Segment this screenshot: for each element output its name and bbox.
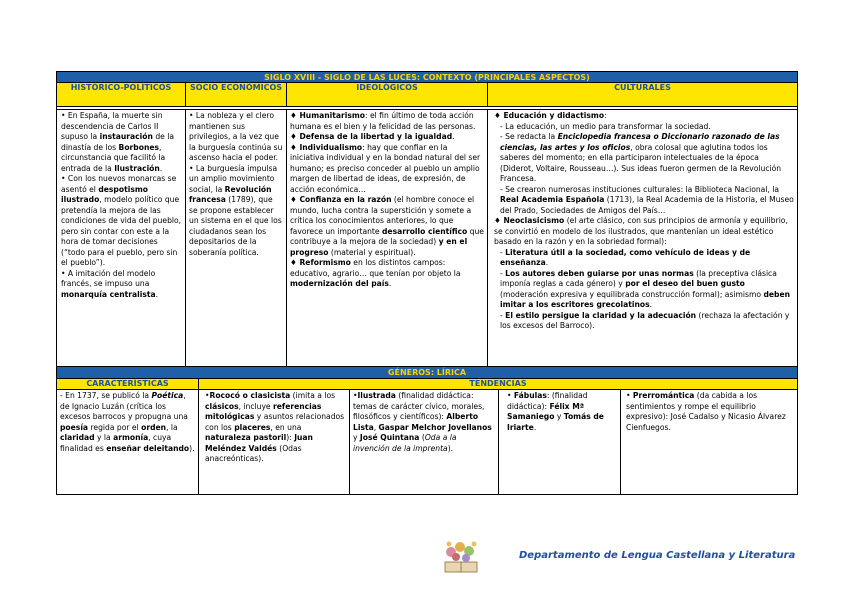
text-segment: - [500, 247, 506, 257]
socio-cell [186, 110, 287, 367]
text-segment: . [533, 422, 537, 432]
header-ideologicos-label: IDEOLÓGICOS [356, 83, 418, 92]
cult-l2 [494, 132, 794, 185]
header-caracteristicas [56, 379, 199, 390]
text-segment: Enciclopedia francesa o Diccionario razonado de las ciencias, las artes y los oficios [500, 132, 780, 152]
text-segment: • [353, 391, 358, 400]
text-segment: Ilustrada [357, 391, 396, 400]
text-segment: (da cabida a los sentimientos y rompe el equilibrio expresivo): José Cadalso y Nicasio Álvarez Cienfuegos. [626, 391, 786, 432]
text-segment: (imita a los [290, 391, 336, 400]
text-segment: y [554, 412, 564, 421]
lirica-title-band [56, 367, 798, 379]
text-segment: ♦ Reformismo [290, 258, 351, 267]
text-segment: ( [419, 433, 425, 442]
text-segment: Juan Meléndez Valdés [205, 433, 313, 453]
text-segment: que contribuye a la mejora de la sociedad) [290, 226, 484, 246]
text-segment: José Quintana [359, 433, 420, 442]
text-segment: . [452, 132, 455, 141]
text-segment: • [507, 391, 514, 400]
prerromantica-cell [621, 390, 798, 495]
ideo-libertad [290, 132, 484, 143]
text-segment: • En España, la muerte sin descendencia de Carlos II supuso la [61, 111, 163, 141]
ilustrada-text [353, 391, 495, 454]
text-segment: (material y espiritual). [328, 247, 416, 257]
cult-l1: - La educación, un medio para transformar la sociedad. [500, 121, 711, 131]
lirica-title: GÉNEROS: LÍRICA [387, 368, 467, 377]
text-segment: y en el progreso [290, 237, 468, 257]
book-flowers-icon [441, 538, 481, 576]
text-segment: y la [94, 433, 114, 442]
text-segment: Alberto Lista [353, 412, 479, 432]
text-segment: Borbones [118, 142, 160, 152]
book-flowers-logo [441, 538, 481, 576]
cult-educacion [494, 111, 794, 122]
text-segment: clásicos [205, 401, 239, 411]
text-segment: placeres [234, 422, 271, 432]
text-segment: en los distintos campos: educativo, agrario… que tenían por objeto la [290, 258, 461, 278]
text-segment: Gaspar Melchor Jovellanos [378, 422, 492, 432]
context-title: SIGLO XVIII - SIGLO DE LAS LUCES: CONTEXTO (PRINCIPALES ASPECTOS) [264, 73, 590, 82]
text-segment: Literatura útil a la sociedad, como vehículo de ideas y de enseñanza [500, 247, 751, 267]
rococo-text [205, 391, 346, 465]
historico-p2 [61, 174, 182, 269]
cult-l4 [494, 248, 794, 269]
text-segment: . [649, 300, 653, 309]
text-segment: instauración [99, 132, 153, 141]
fabulas-cell [499, 390, 621, 495]
text-segment: (finalidad didáctica: temas de carácter cívico, morales, filosóficos y científicos): [353, 391, 485, 421]
caracteristicas-cell [56, 390, 199, 495]
text-segment: Félix Mª Samaniego [507, 401, 585, 421]
text-segment: y asuntos relacionados con los [205, 412, 345, 432]
header-culturales-label: CULTURALES [614, 83, 671, 92]
text-segment: (1789), que se propone establecer un sistema en el que los ciudadanos sean los depositarios de la soberanía política. [189, 195, 282, 257]
text-segment: (1713), la Real Academia de la Historia, el Museo del Prado, Sociedades de Amigos del País… [500, 195, 794, 215]
text-segment: y [353, 433, 360, 442]
department-footer: Departamento de Lengua Castellana y Literatura [519, 550, 796, 561]
header-caracteristicas-label: CARACTERÍSTICAS [86, 379, 169, 388]
fabulas-text [507, 391, 617, 433]
text-segment: (la preceptiva clásica imponía reglas a cada género) y [500, 268, 777, 288]
text-segment: ♦ Humanitarismo [290, 111, 366, 120]
text-segment: : hay que confiar en la iniciativa individual y en la bondad natural del ser humano; es preciso conceder al pueblo un amplio margen de libertad de ideas, de expresión, de acción económica… [290, 142, 481, 194]
text-segment: naturaleza pastoril [205, 433, 287, 442]
text-segment: , obra colosal que aglutina todos los saberes del momento; en ella participaron intelectuales de la época (Diderot, Voltaire, Rousseau…). Sus ideas fueron germen de la Revolución Francesa. [500, 142, 782, 183]
text-segment: , circunstancia que facilitó la entrada de la [61, 142, 166, 173]
text-segment: ). [189, 443, 195, 453]
text-segment: • Con los nuevos monarcas se asentó el [61, 174, 177, 194]
cult-l3 [494, 185, 794, 217]
text-segment: armonía [113, 433, 149, 442]
text-segment: ♦ Individualismo [290, 142, 363, 152]
context-title-band [56, 71, 798, 83]
text-segment: . [388, 279, 392, 288]
text-segment: El estilo persigue la claridad y la adecuación [505, 310, 697, 320]
text-segment: • A imitación del modelo francés, se impuso una [61, 268, 156, 288]
text-segment: : [604, 111, 607, 120]
text-segment: poesía [60, 422, 89, 432]
historico-cell [56, 110, 186, 367]
ilustrada-cell [350, 390, 499, 495]
text-segment: ♦ Confianza en la razón [290, 195, 392, 204]
text-segment: monarquía centralista [61, 289, 156, 299]
header-culturales [488, 83, 798, 107]
text-segment: (rechaza la afectación y los excesos del Barroco). [500, 310, 790, 330]
text-segment: ♦ Educación y didactismo [494, 111, 605, 120]
header-ideologicos [287, 83, 488, 107]
ideo-humanitarismo [290, 111, 484, 132]
text-segment: . [155, 289, 159, 299]
text-segment: enseñar deleitando [106, 443, 190, 453]
text-segment: (Odas anacreónticas). [205, 443, 302, 463]
text-segment: Fábulas [513, 391, 547, 400]
text-segment: . [159, 163, 163, 173]
header-socio [186, 83, 287, 107]
text-segment: Revolución francesa [189, 184, 272, 204]
text-segment: Prerromántica [632, 391, 695, 400]
text-segment: - [500, 310, 506, 320]
text-segment: , modelo político que pretendía la mejora de las condiciones de vida del pueblo, pero sin contar con este a la hora de tomar decisiones (“todo para el pueblo, pero sin el pueblo”). [61, 195, 182, 267]
historico-p1 [61, 111, 182, 174]
culturales-cell [488, 110, 798, 367]
text-segment: modernización del país [290, 279, 389, 288]
text-segment: orden [141, 422, 167, 432]
text-segment: - En 1737, se publicó la [60, 391, 152, 400]
prerromantica-text [626, 391, 794, 433]
text-segment: • [205, 391, 210, 400]
text-segment: , cuya finalidad es [60, 433, 172, 453]
text-segment: ): [286, 433, 295, 442]
text-segment: , de Ignacio Luzán (crítica los excesos barrocos y propugna una [60, 391, 188, 421]
text-segment: despotismo ilustrado [61, 184, 148, 204]
header-tendencias-label: TENDENCIAS [469, 379, 527, 388]
text-segment: - Se redacta la [500, 132, 558, 141]
header-historico-label: HISTÓRICO-POLÍTICOS [70, 83, 172, 92]
caracteristicas-text [60, 391, 195, 454]
header-socio-label: SOCIO ECONÓMICOS [190, 83, 282, 92]
text-segment: ♦ Defensa de la libertad y la igualdad [290, 132, 453, 141]
text-segment: deben imitar a los escritores grecolatinos [500, 289, 791, 309]
text-segment: , la [166, 422, 178, 432]
text-segment: (el hombre conoce el mundo, lucha contra la superstición y somete a crítica los conocimientos anteriores, lo que favorece un importante [290, 195, 475, 236]
text-segment: , incluye [238, 401, 274, 411]
header-tendencias [199, 379, 798, 390]
text-segment: Real Academia Española [500, 195, 605, 204]
text-segment: referencias mitológicas [205, 401, 322, 421]
socio-p2 [189, 164, 283, 259]
text-segment: (moderación expresiva y equilibrada construcción formal); asimismo [500, 289, 764, 299]
text-segment: - [500, 268, 506, 278]
ideo-razon [290, 195, 484, 258]
text-segment: Tomás de Iriarte [507, 412, 604, 432]
text-segment: Rococó o clasicista [209, 391, 291, 400]
rococo-cell [199, 390, 350, 495]
text-segment: de la dinastía de los [61, 132, 174, 152]
text-segment: - Se crearon numerosas instituciones culturales: la Biblioteca Nacional, la [500, 184, 780, 194]
text-segment: : (finalidad didáctica): [507, 391, 588, 411]
text-segment: , en una [270, 422, 302, 432]
text-segment: ). [447, 443, 454, 453]
cult-l5 [494, 269, 794, 311]
text-segment: desarrollo científico [382, 226, 468, 236]
ideo-individualismo [290, 143, 484, 196]
socio-p1: • La nobleza y el clero mantienen sus privilegios, a la vez que la burguesía continúa su ascenso hacia el poder. [189, 111, 283, 162]
text-segment: regida por el [88, 422, 142, 432]
cult-neoclasicismo [494, 216, 794, 248]
text-segment: , [373, 422, 379, 432]
text-segment: claridad [60, 433, 95, 442]
text-segment: Ilustración [114, 163, 160, 173]
ideologicos-cell [287, 110, 488, 367]
header-historico [56, 83, 186, 107]
text-segment: por el deseo del buen gusto [625, 279, 745, 288]
cult-l6 [494, 311, 794, 332]
text-segment: (el arte clásico, con sus principios de armonía y equilibrio, se convirtió en modelo de los ilustrados, que mantenían un ideal estético basado en la razón y en la sobriedad formal): [494, 216, 788, 246]
ideo-reformismo [290, 258, 484, 290]
text-segment: . [545, 258, 549, 267]
text-segment: • La burguesía impulsa un amplio movimiento social, la [189, 163, 278, 194]
text-segment: Los autores deben guiarse por unas normas [505, 268, 694, 278]
text-segment: : el fin último de toda acción humana es el bien y la felicidad de las personas. [290, 111, 476, 131]
text-segment: Poética [151, 391, 184, 400]
text-segment: • [626, 391, 633, 400]
text-segment: ♦ Neoclasicismo [494, 216, 565, 225]
historico-p3 [61, 269, 182, 301]
text-segment: Oda a la invención de la imprenta [353, 433, 457, 453]
